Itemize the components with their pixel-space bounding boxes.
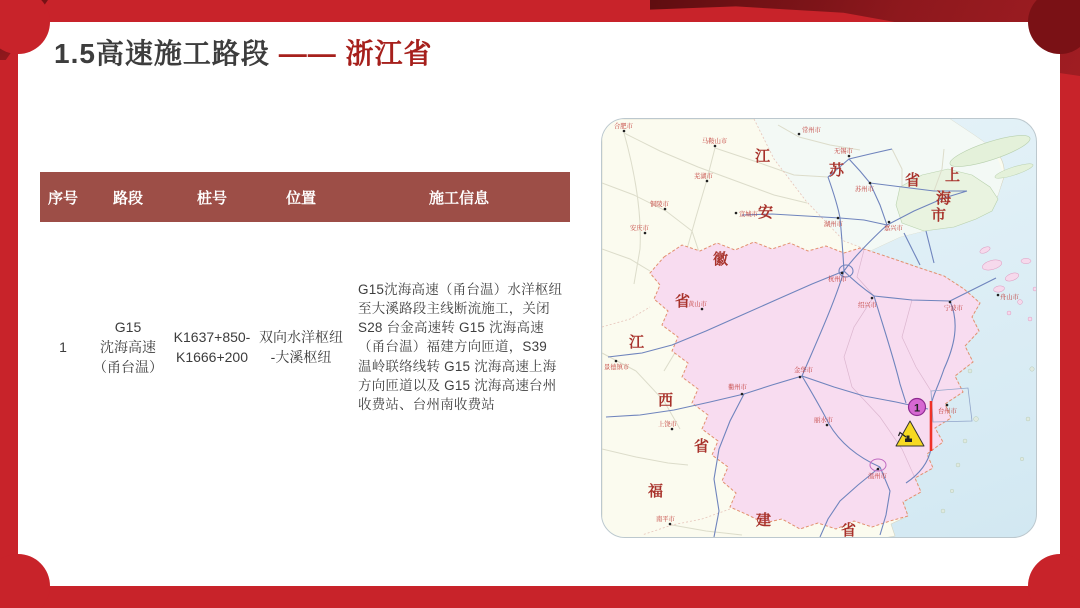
label-jiangxi: 江 (629, 335, 645, 351)
label-fujian: 福 (648, 484, 664, 500)
table-row (40, 232, 570, 462)
svg-text:苏州市: 苏州市 (855, 186, 874, 193)
svg-text:衢州市: 衢州市 (728, 384, 747, 391)
svg-text:湖州市: 湖州市 (824, 221, 843, 228)
header-cell-location: 位置 (285, 189, 316, 207)
svg-text:南平市: 南平市 (656, 516, 675, 523)
marker-number: 1 (913, 402, 921, 415)
zhejiang-map (601, 118, 1037, 538)
label-jiangsu: 江 (755, 149, 771, 165)
header-cell-info: 施工信息 (428, 189, 489, 207)
svg-text:丽水市: 丽水市 (814, 417, 833, 424)
svg-text:常州市: 常州市 (802, 127, 821, 134)
svg-text:西: 西 (658, 393, 674, 409)
svg-text:省: 省 (675, 294, 691, 310)
corner-bump-bottomright (1028, 554, 1080, 608)
corner-bump-topleft (0, 0, 50, 54)
svg-text:温州市: 温州市 (868, 473, 887, 480)
svg-text:金华市: 金华市 (794, 367, 813, 374)
svg-text:杭州市: 杭州市 (828, 276, 847, 283)
svg-text:马鞍山市: 马鞍山市 (702, 138, 728, 145)
title-prefix: 1.5高速施工路段 (54, 38, 270, 69)
map-svg (602, 119, 1037, 538)
svg-text:宁波市: 宁波市 (944, 305, 963, 312)
label-shanghai: 上 (945, 168, 961, 184)
table-header (40, 172, 570, 222)
content-panel (18, 22, 1060, 586)
header-cell-index: 序号 (47, 189, 78, 207)
header-cell-stake: 桩号 (196, 189, 227, 207)
svg-text:宣城市: 宣城市 (739, 211, 758, 218)
svg-text:黄山市: 黄山市 (688, 301, 707, 308)
label-anhui: 安 (758, 205, 774, 221)
row-stake: K1637+850- K1666+200 (173, 328, 251, 365)
svg-text:上饶市: 上饶市 (658, 421, 677, 428)
svg-text:海: 海 (936, 191, 952, 207)
row-section: G15 沈海高速 （甬台温） (93, 318, 163, 376)
title-dash: —— (278, 38, 337, 69)
svg-text:安庆市: 安庆市 (630, 225, 649, 232)
svg-text:合肥市: 合肥市 (614, 123, 633, 130)
row-location: 双向水洋枢纽 -大溪枢纽 (259, 328, 343, 365)
svg-text:省: 省 (841, 523, 857, 538)
corner-bump-topright (1028, 0, 1080, 54)
row-index: 1 (59, 339, 67, 355)
svg-text:省: 省 (694, 439, 710, 455)
svg-text:省: 省 (905, 173, 921, 189)
svg-text:台州市: 台州市 (938, 408, 957, 415)
title-province: 浙江省 (345, 38, 433, 69)
svg-text:铜陵市: 铜陵市 (650, 201, 669, 208)
svg-text:芜湖市: 芜湖市 (694, 173, 713, 180)
header-cell-section: 路段 (112, 189, 143, 207)
svg-text:嘉兴市: 嘉兴市 (884, 225, 903, 232)
svg-text:苏: 苏 (829, 163, 845, 179)
svg-text:建: 建 (756, 513, 772, 529)
svg-text:景德镇市: 景德镇市 (604, 364, 630, 371)
corner-bump-bottomleft (0, 554, 50, 608)
svg-text:无锡市: 无锡市 (834, 148, 853, 155)
map-zhoushan-islands (979, 245, 1037, 321)
svg-text:市: 市 (931, 208, 947, 224)
svg-text:徽: 徽 (713, 252, 729, 268)
svg-text:舟山市: 舟山市 (1000, 294, 1019, 301)
row-construction-info: G15沈海高速（甬台温）水洋枢纽至大溪路段主线断流施工，关闭 S28 台金高速转 G15 沈海高速（甬台温）福建方向匝道，S39 温岭联络线转 G15 沈海高速上海方向匝道以及 G15 沈海高速台州收费站、台州南收费站 (358, 281, 563, 412)
svg-text:绍兴市: 绍兴市 (858, 302, 877, 309)
page-title (54, 32, 433, 72)
